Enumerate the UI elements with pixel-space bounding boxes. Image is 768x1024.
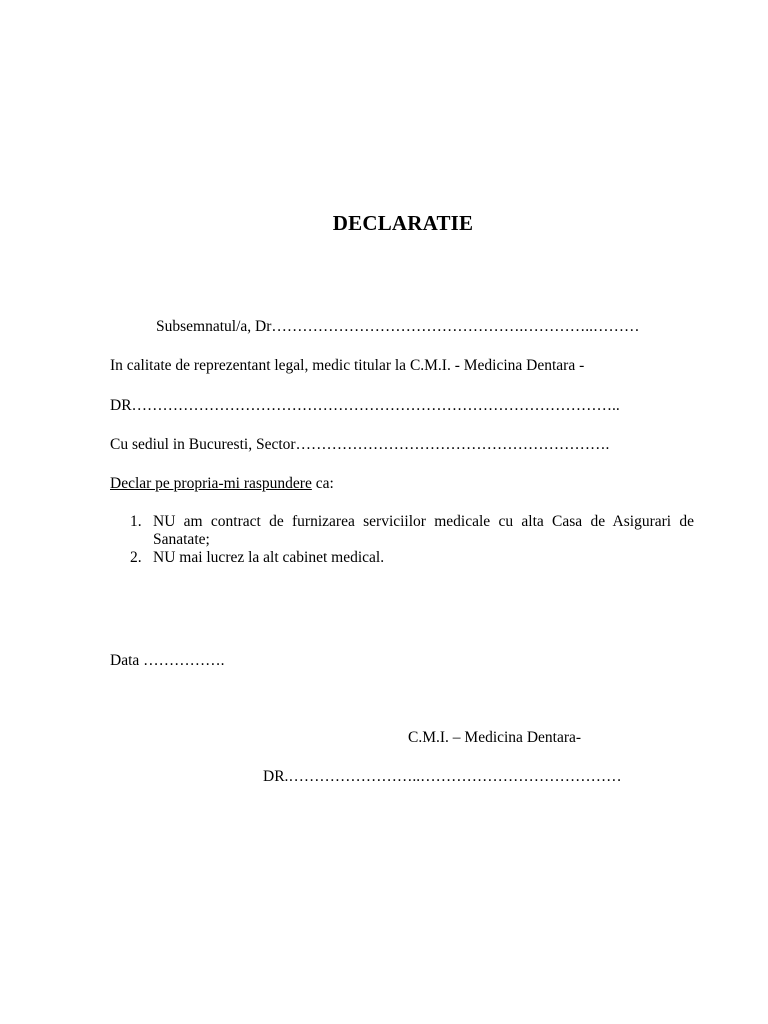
signature-org: C.M.I. – Medicina Dentara-: [408, 729, 582, 746]
list-item-text: NU mai lucrez la alt cabinet medical.: [153, 549, 385, 566]
document-title: DECLARATIE: [332, 211, 474, 235]
declar-tail-text: ca:: [311, 475, 334, 492]
subsemnatul-line: Subsemnatul/a, Dr………………………………………….…………..………: [156, 318, 640, 335]
data-line: Data …………….: [110, 652, 225, 669]
list-item-number: 2.: [130, 549, 142, 566]
list-item-number: 1.: [130, 513, 142, 530]
sediu-line: Cu sediul in Bucuresti, Sector…………………………………………………….: [110, 436, 610, 453]
list-item: [130, 513, 694, 549]
dr-name-line: DR…………………………………………………………………………………..: [110, 397, 620, 414]
list-item: [130, 549, 694, 567]
declar-line: [110, 475, 334, 493]
signature-dr-line: DR.……………………..…………………………………: [263, 768, 622, 785]
list-item-text: NU am contract de furnizarea serviciilor medicale cu alta Casa de Asigurari de Sanatate;: [153, 513, 694, 548]
calitate-line: In calitate de reprezentant legal, medic titular la C.M.I. - Medicina Dentara -: [110, 357, 585, 374]
declar-underlined-text: Declar pe propria-mi raspundere: [110, 475, 312, 492]
declaration-list: [130, 513, 694, 567]
